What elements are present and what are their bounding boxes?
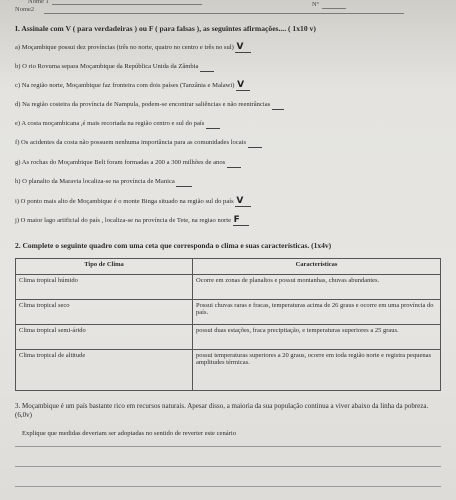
answer-blank[interactable] [200,61,214,72]
caracteristica-cell: possui duas estações, fraca precipitação, e temperaturas superiores a 25 graus. [193,325,441,350]
answer-blank[interactable] [233,215,249,226]
answer-line[interactable] [15,486,441,487]
question-3-prompt: Explique que medidas deveriam ser adoptadas no sentido de reverter este cenário [22,430,237,437]
nome1-line[interactable] [52,4,202,5]
question-3-text: 3. Moçambique é um país bastante rico em recursos naturais. Apesar disso, a maioria da sua população continua a viver abaixo da linha da pobreza.(6,0v) [15,402,429,419]
nome2-line[interactable] [44,13,404,14]
q1-item-h [15,176,192,187]
q1-item-e [15,118,220,129]
answer-line[interactable] [15,446,441,447]
table-row [16,275,441,300]
question-1-title: I. Assinale com V ( para verdadeiras ) ou F ( para falsas ), as seguintes afirmações.... ( 1x10 v) [15,24,316,33]
table-row [16,325,441,350]
q1-item-text: j) O maior lago artificial do país , localiza-se na província de Tete, na regiao norte [15,217,232,224]
table-row [16,300,441,325]
handwritten-answer: V [237,80,245,90]
q1-item-text: d) Na região costeira da província de Nampula, podem-se encontrar saliências e não reentrâncias [15,101,271,108]
q1-item-text: g) As rochas do Moçambique Belt foram formadas a 200 a 300 milhões de anos [15,159,226,166]
q1-item-text: i) O ponto mais alto de Moçambique é o monte Binga situado na região sul do país [15,198,234,205]
table-row [16,350,441,391]
answer-blank[interactable] [272,99,284,110]
caracteristica-cell: possui temperaturas superiores a 20 graus, ocorre em toda região norte e registra pequenas amplitudes térmicas. [193,350,441,391]
q1-item-g [15,157,241,168]
answer-blank[interactable] [206,118,220,129]
q1-item-c [15,80,250,91]
nome2-label: Nome2 [15,6,35,13]
answer-blank[interactable] [235,196,251,207]
tipo-cell: Clima tropical semi-árido [16,325,193,350]
q1-item-text: a) Moçambique possui dez províncias (três no norte, quatro no centro e três no sul) [15,44,234,51]
handwritten-answer: V [236,42,244,52]
q1-item-text: b) O rio Rovuma separa Moçambique da República Unida da Zâmbia [15,63,199,70]
nome1-label: Nome 1 [28,0,49,5]
q1-item-j [15,215,249,226]
q1-item-a [15,42,251,53]
answer-blank[interactable] [236,80,250,91]
tipo-cell: Clima tropical seco [16,300,193,325]
table-header-row [16,259,441,275]
q1-item-d [15,99,284,110]
q1-item-i [15,196,251,207]
q1-item-text: e) A costa moçambicana ,é mais recortada na região centro e sul do país [15,120,205,127]
question-2-title: 2. Complete o seguinte quadro com uma ceta que corresponda o clima e suas características. (1x4v) [15,241,332,250]
numero-label: Nº [312,1,319,8]
answer-line[interactable] [15,466,441,467]
column-header-caracteristicas: Características [193,259,441,275]
caracteristica-cell: Ocorre em zonas de planaltos e possui montanhas, chuvas abundantes. [193,275,441,300]
answer-blank[interactable] [235,42,251,53]
handwritten-answer: F [233,215,240,225]
column-header-tipo: Tipo de Clima [16,259,193,275]
caracteristica-cell: Possui chuvas raras e fracas, temperaturas acima de 26 graus e ocorre em uma província do país. [193,300,441,325]
tipo-cell: Clima tropical de altitude [16,350,193,391]
answer-blank[interactable] [227,157,241,168]
answer-blank[interactable] [176,176,192,187]
tipo-cell: Clima tropical húmido [16,275,193,300]
answer-blank[interactable] [248,137,262,148]
numero-line[interactable] [322,8,346,9]
q1-item-text: c) Na região norte, Moçambique faz fronteira com dois países (Tanzânia e Malawi) [15,82,235,89]
q1-item-text: h) O planalto da Maravia localiza-se na província de Manica [15,178,175,185]
climate-table [15,258,441,391]
q1-item-f [15,137,262,148]
q1-item-text: f) Os acidentes da costa não possuem nenhuma importância para as comunidades locais [15,139,247,146]
handwritten-answer: V [236,196,244,206]
q1-item-b [15,61,214,72]
